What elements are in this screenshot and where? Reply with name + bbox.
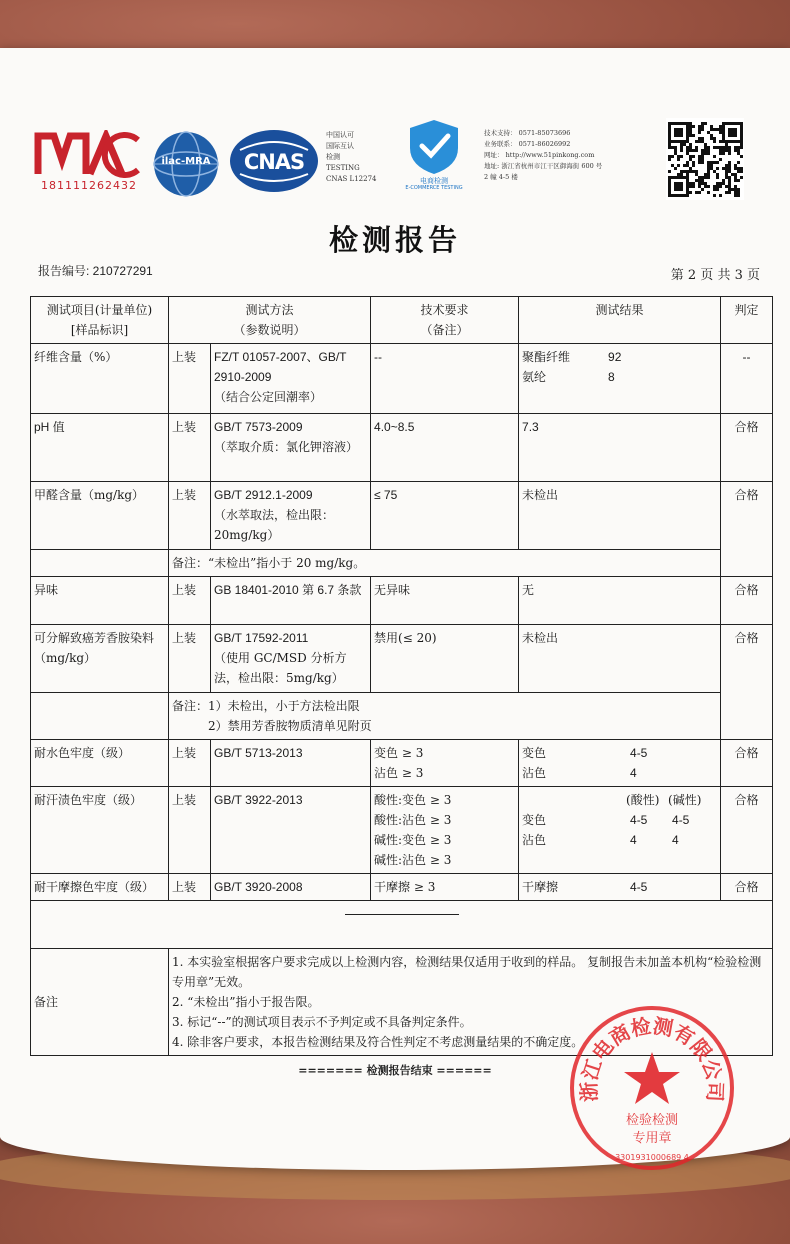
- empty-cell: [31, 693, 169, 740]
- header-item: 测试项目(计量单位) [样品标识]: [31, 297, 169, 344]
- part-cell: 上装: [169, 625, 211, 693]
- ecom-label-en: E-COMMERCE TESTING: [405, 185, 463, 191]
- cnas-side-line: 检测: [326, 153, 340, 161]
- table-row: [31, 625, 773, 693]
- remark-cell: 备注：“未检出”指小于 20 mg/kg。: [169, 550, 721, 577]
- note-item: 3. 标记“--”的测试项目表示不予判定或不具备判定条件。: [172, 1015, 472, 1029]
- empty-cell: [31, 550, 169, 577]
- report-title: 检测报告: [328, 223, 461, 257]
- requirement-cell: 酸性:变色 ≥ 3 酸性:沾色 ≥ 3 碱性:变色 ≥ 3 碱性:沾色 ≥ 3: [371, 787, 519, 874]
- qr-code-icon[interactable]: [666, 118, 744, 200]
- table-row: [31, 740, 773, 787]
- ilac-text: ilac-MRA: [161, 156, 211, 167]
- contact-line: 业务联系： 0571-86026992: [484, 140, 571, 148]
- ecommerce-testing-logo: [398, 116, 470, 196]
- test-results-table: [30, 296, 773, 1056]
- cma-letters-icon: [34, 130, 144, 178]
- ilac-mra-logo: [150, 130, 222, 198]
- item-cell: 纤维含量（%）: [31, 344, 169, 414]
- item-cell: 可分解致癌芳香胺染料（mg/kg）: [31, 625, 169, 693]
- part-cell: 上装: [169, 414, 211, 482]
- part-cell: 上装: [169, 787, 211, 874]
- method-cell: FZ/T 01057-2007、GB/T 2910-2009 （结合公定回潮率）: [211, 344, 371, 414]
- requirement-cell: 4.0~8.5: [371, 414, 519, 482]
- judge-cell: --: [721, 344, 773, 414]
- result-cell: 聚酯纤维 92 氨纶 8: [519, 344, 721, 414]
- table-row: [31, 344, 773, 414]
- judge-cell: 合格: [721, 787, 773, 874]
- method-cell: GB/T 3922-2013: [211, 787, 371, 874]
- cma-number: 181111262432: [41, 179, 137, 192]
- judge-cell: 合格: [721, 874, 773, 901]
- result-cell: 未检出: [519, 482, 721, 550]
- table-row: [31, 577, 773, 625]
- contact-line: 技术支持： 0571-85073696: [484, 129, 571, 137]
- ecom-label: 电商检测: [420, 177, 448, 185]
- method-cell: GB/T 2912.1-2009 （水萃取法，检出限：20mg/kg）: [211, 482, 371, 550]
- header-judge: 判定: [721, 297, 773, 344]
- requirement-cell: 无异味: [371, 577, 519, 625]
- part-cell: 上装: [169, 874, 211, 901]
- judge-cell: 合格: [721, 740, 773, 787]
- header-result: 测试结果: [519, 297, 721, 344]
- result-cell: (酸性) (碱性) 变色 4-5 4-5 沾色 4 4: [519, 787, 721, 874]
- table-row: [31, 787, 773, 874]
- header-requirement: 技术要求 （备注）: [371, 297, 519, 344]
- judge-cell: 合格: [721, 577, 773, 625]
- remark-cell: 备注：1）未检出，小于方法检出限 2）禁用芳香胺物质清单见附页: [169, 693, 721, 740]
- requirement-cell: 干摩擦 ≥ 3: [371, 874, 519, 901]
- end-cell: [31, 901, 773, 949]
- item-cell: 耐干摩擦色牢度（级）: [31, 874, 169, 901]
- table-row: [31, 482, 773, 550]
- method-cell: GB/T 7573-2009 （萃取介质：氯化钾溶液）: [211, 414, 371, 482]
- cma-logo: [34, 130, 144, 196]
- requirement-cell: 禁用(≤ 20): [371, 625, 519, 693]
- contact-line: 网址： http://www.51pinkong.com: [484, 151, 595, 159]
- result-cell: 无: [519, 577, 721, 625]
- method-cell: GB/T 5713-2013: [211, 740, 371, 787]
- method-cell: GB/T 17592-2011 （使用 GC/MSD 分析方法，检出限：5mg/kg）: [211, 625, 371, 693]
- result-cell: 干摩擦 4-5: [519, 874, 721, 901]
- result-cell: 7.3: [519, 414, 721, 482]
- star-icon: [624, 1052, 680, 1104]
- judge-cell: 合格: [721, 414, 773, 482]
- cnas-text: CNAS: [243, 150, 305, 174]
- table-row: [31, 874, 773, 901]
- method-cell: GB 18401-2010 第 6.7 条款: [211, 577, 371, 625]
- item-cell: pH 值: [31, 414, 169, 482]
- requirement-cell: ≤ 75: [371, 482, 519, 550]
- judge-cell: 合格: [721, 482, 773, 577]
- note-item: 4. 除非客户要求，本报告检测结果及符合性判定不考虑测量结果的不确定度。: [172, 1035, 584, 1049]
- part-cell: 上装: [169, 740, 211, 787]
- remark-row: [31, 693, 773, 740]
- result-cell: 变色 4-5 沾色 4: [519, 740, 721, 787]
- method-cell: GB/T 3920-2008: [211, 874, 371, 901]
- notes-label: 备注: [31, 949, 169, 1056]
- item-cell: 耐汗渍色牢度（级）: [31, 787, 169, 874]
- seal-center-text2: 专用章: [632, 1131, 672, 1146]
- official-seal-icon: [568, 1004, 736, 1172]
- end-row: [31, 901, 773, 949]
- report-end: ======= 检测报告结束 ======: [298, 1064, 492, 1077]
- item-cell: 耐水色牢度（级）: [31, 740, 169, 787]
- report-number: 报告编号: 210727291: [38, 264, 153, 278]
- requirement-cell: 变色 ≥ 3 沾色 ≥ 3: [371, 740, 519, 787]
- shield-check-icon: [398, 116, 470, 176]
- cnas-side-line: 中国认可: [326, 131, 354, 139]
- requirement-cell: --: [371, 344, 519, 414]
- contact-line: 地址: 浙江省杭州市江干区御海街 600 号: [484, 162, 603, 170]
- cnas-side-line: TESTING: [326, 164, 360, 172]
- contact-info: [484, 128, 654, 183]
- seal-ring-text: 浙江电商检测有限公司: [576, 1013, 728, 1103]
- cnas-logo: [228, 128, 320, 194]
- note-item: 2. “未检出”指小于报告限。: [172, 995, 320, 1009]
- part-cell: 上装: [169, 577, 211, 625]
- cnas-side-line: CNAS L12274: [326, 175, 377, 183]
- header-method: 测试方法 （参数说明）: [169, 297, 371, 344]
- part-cell: 上装: [169, 482, 211, 550]
- cnas-side-line: 国际互认: [326, 142, 354, 150]
- judge-cell: 合格: [721, 625, 773, 740]
- end-line: [345, 914, 459, 915]
- remark-row: [31, 550, 773, 577]
- page-number: 第 2 页 共 3 页: [670, 268, 760, 283]
- result-cell: 未检出: [519, 625, 721, 693]
- table-header-row: [31, 297, 773, 344]
- note-item: 1. 本实验室根据客户要求完成以上检测内容，检测结果仅适用于收到的样品。 复制报告未加盖本机构“检验检测专用章”无效。: [172, 955, 762, 989]
- table-row: [31, 414, 773, 482]
- cnas-side-text: [326, 130, 396, 185]
- item-cell: 甲醛含量（mg/kg）: [31, 482, 169, 550]
- seal-number: 3301931000689 4: [615, 1153, 689, 1162]
- contact-line: 2 幢 4-5 楼: [484, 173, 518, 181]
- part-cell: 上装: [169, 344, 211, 414]
- item-cell: 异味: [31, 577, 169, 625]
- seal-center-text1: 检验检测: [625, 1113, 679, 1128]
